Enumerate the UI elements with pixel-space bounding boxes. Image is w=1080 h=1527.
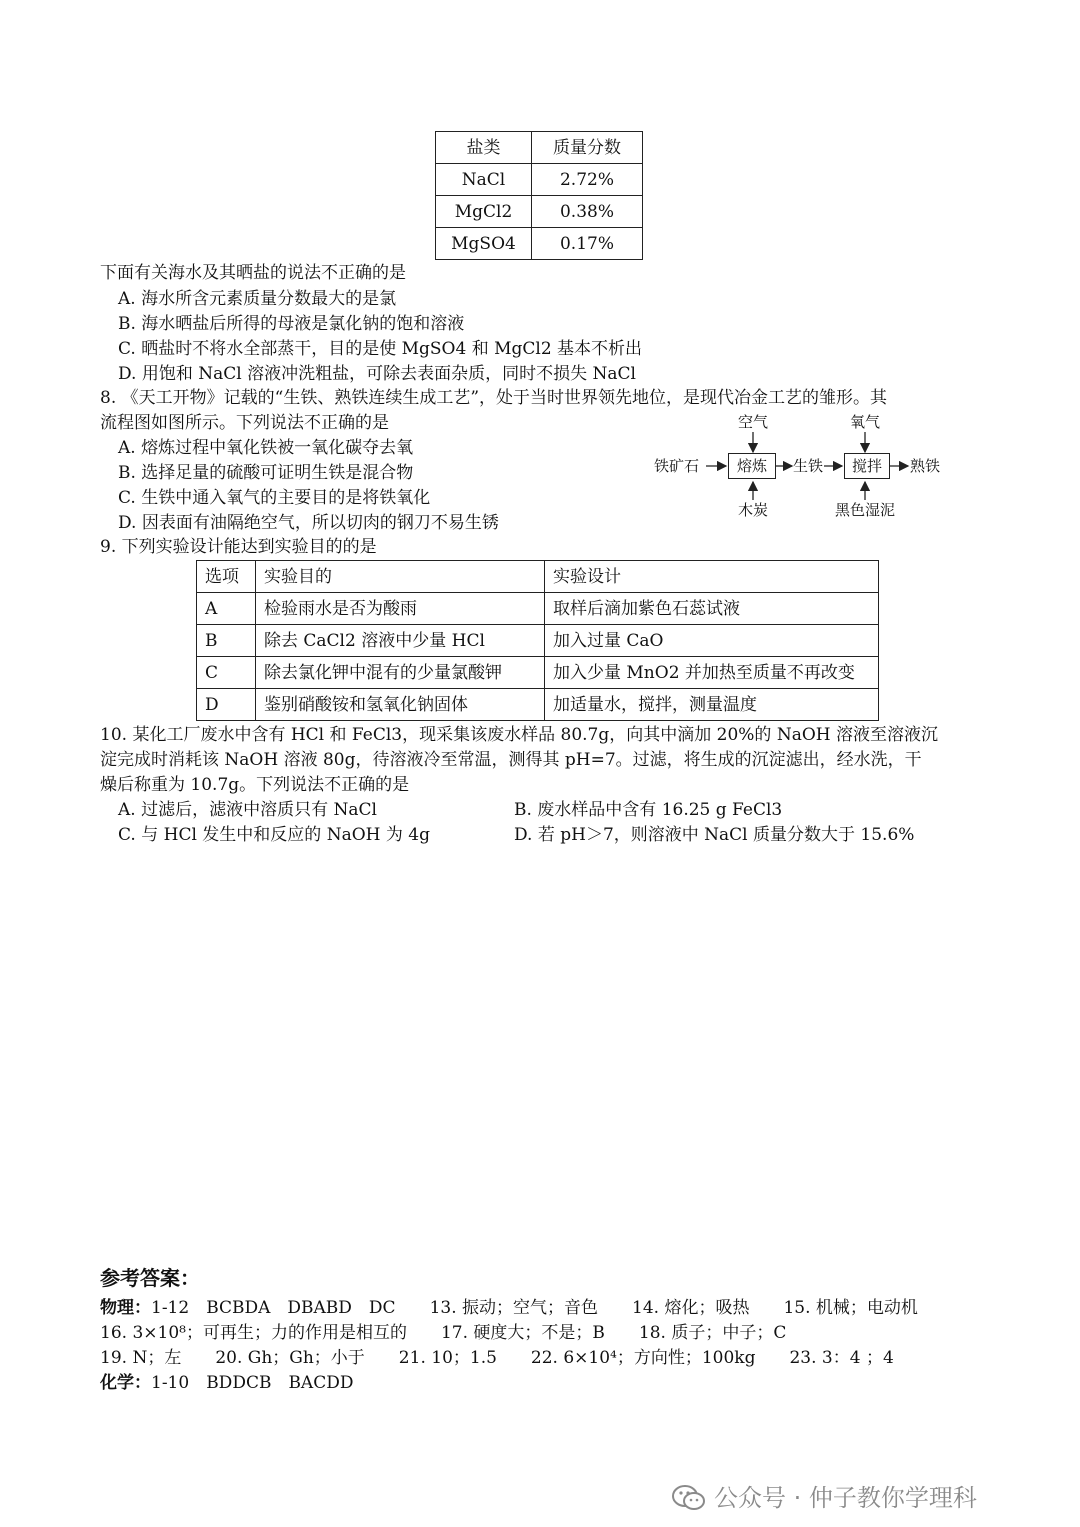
q10-option-c: C. 与 HCl 发生中和反应的 NaOH 为 4g bbox=[118, 825, 430, 845]
q10-stem-line1: 10. 某化工厂废水中含有 HCl 和 FeCl3，现采集该废水样品 80.7g，向其中滴加 20%的 NaOH 溶液至溶液沉 bbox=[100, 725, 939, 745]
table-row bbox=[436, 228, 643, 260]
q9-stem: 9. 下列实验设计能达到实验目的的是 bbox=[100, 537, 377, 557]
q8-stem-line2: 流程图如图所示。下列说法不正确的是 bbox=[100, 413, 389, 433]
chemistry-label: 化学： bbox=[100, 1373, 151, 1393]
table-header-cell: 选项 bbox=[197, 561, 256, 593]
table-cell: 鉴别硝酸铵和氢氧化钠固体 bbox=[256, 689, 545, 721]
q7-option-c: C. 晒盐时不将水全部蒸干，目的是使 MgSO4 和 MgCl2 基本不析出 bbox=[118, 339, 643, 359]
answers-physics-line3: 19. N；左 20. Gh；Gh；小于 21. 10；1.5 22. 6×10⁴；方向性；100kg 23. 3：4 ；4 bbox=[100, 1348, 894, 1368]
q7-option-b: B. 海水晒盐后所得的母液是氯化钠的饱和溶液 bbox=[118, 314, 465, 334]
q10-option-d: D. 若 pH＞7，则溶液中 NaCl 质量分数大于 15.6% bbox=[514, 825, 915, 845]
q10-option-b: B. 废水样品中含有 16.25 g FeCl3 bbox=[514, 800, 783, 820]
answers-physics-line2: 16. 3×10⁸；可再生；力的作用是相互的 17. 硬度大；不是；B 18. 质子；中子；C bbox=[100, 1323, 787, 1343]
flow-box-smelt: 熔炼 bbox=[728, 453, 776, 479]
watermark-text: 公众号 · 仲子教你学理科 bbox=[714, 1484, 977, 1512]
table-cell: MgCl2 bbox=[436, 196, 532, 228]
table-cell: D bbox=[197, 689, 256, 721]
table-header-cell: 实验设计 bbox=[545, 561, 879, 593]
q7-option-a: A. 海水所含元素质量分数最大的是氯 bbox=[118, 289, 397, 309]
table-cell: 除去 CaCl2 溶液中少量 HCl bbox=[256, 625, 545, 657]
q10-option-a: A. 过滤后，滤液中溶质只有 NaCl bbox=[118, 800, 377, 820]
table-header-row bbox=[197, 561, 879, 593]
table-cell: 加适量水，搅拌，测量温度 bbox=[545, 689, 879, 721]
table-cell: A bbox=[197, 593, 256, 625]
table-row bbox=[197, 593, 879, 625]
flow-label-charcoal: 木炭 bbox=[738, 501, 769, 519]
table-cell: 除去氯化钾中混有的少量氯酸钾 bbox=[256, 657, 545, 689]
iron-process-flow-diagram bbox=[650, 410, 950, 520]
q8-option-a: A. 熔炼过程中氧化铁被一氧化碳夺去氧 bbox=[118, 438, 414, 458]
table-cell: NaCl bbox=[436, 164, 532, 196]
flow-box-stir: 搅拌 bbox=[844, 453, 890, 479]
table-row bbox=[197, 657, 879, 689]
table-row bbox=[197, 689, 879, 721]
q8-option-b: B. 选择足量的硫酸可证明生铁是混合物 bbox=[118, 463, 414, 483]
q10-stem-line3: 燥后称重为 10.7g。下列说法不正确的是 bbox=[100, 775, 410, 795]
q8-option-c: C. 生铁中通入氧气的主要目的是将铁氧化 bbox=[118, 488, 431, 508]
flow-label-oxygen: 氧气 bbox=[850, 413, 881, 431]
answers-physics-line1 bbox=[100, 1296, 918, 1320]
table-header-row bbox=[436, 132, 643, 164]
table-cell: C bbox=[197, 657, 256, 689]
table-cell: MgSO4 bbox=[436, 228, 532, 260]
table-cell: B bbox=[197, 625, 256, 657]
flow-label-air: 空气 bbox=[738, 413, 769, 431]
physics-answers-1: 1-12 BCBDA DBABD DC 13. 振动；空气；音色 14. 熔化；吸热 15. 机械；电动机 bbox=[151, 1298, 918, 1318]
watermark bbox=[672, 1478, 977, 1518]
flow-label-ore: 铁矿石 bbox=[654, 457, 700, 475]
table-row bbox=[436, 164, 643, 196]
answers-title: 参考答案： bbox=[100, 1266, 200, 1290]
q8-stem-line1: 8. 《天工开物》记载的“生铁、熟铁连续生成工艺”，处于当时世界领先地位，是现代冶金工艺的雏形。其 bbox=[100, 388, 888, 408]
table-header-cell: 盐类 bbox=[436, 132, 532, 164]
q7-stem: 下面有关海水及其晒盐的说法不正确的是 bbox=[100, 263, 406, 283]
table-cell: 0.38% bbox=[532, 196, 643, 228]
table-cell: 取样后滴加紫色石蕊试液 bbox=[545, 593, 879, 625]
table-header-cell: 质量分数 bbox=[532, 132, 643, 164]
wechat-icon bbox=[672, 1484, 706, 1512]
flow-label-mud: 黑色湿泥 bbox=[835, 501, 896, 519]
physics-label: 物理： bbox=[100, 1298, 151, 1318]
salt-composition-table bbox=[435, 131, 643, 260]
answers-chemistry-line bbox=[100, 1371, 353, 1395]
chemistry-answers: 1-10 BDDCB BACDD bbox=[151, 1373, 354, 1393]
table-row bbox=[436, 196, 643, 228]
table-cell: 2.72% bbox=[532, 164, 643, 196]
table-cell: 加入少量 MnO2 并加热至质量不再改变 bbox=[545, 657, 879, 689]
table-cell: 加入过量 CaO bbox=[545, 625, 879, 657]
table-row bbox=[197, 625, 879, 657]
flow-label-pig-iron: 生铁 bbox=[793, 457, 824, 475]
q8-option-d: D. 因表面有油隔绝空气，所以切肉的钢刀不易生锈 bbox=[118, 513, 499, 533]
experiment-design-table bbox=[196, 560, 879, 721]
flow-label-wrought-iron: 熟铁 bbox=[910, 457, 941, 475]
table-cell: 检验雨水是否为酸雨 bbox=[256, 593, 545, 625]
q7-option-d: D. 用饱和 NaCl 溶液冲洗粗盐，可除去表面杂质，同时不损失 NaCl bbox=[118, 364, 636, 384]
q10-stem-line2: 淀完成时消耗该 NaOH 溶液 80g，待溶液冷至常温，测得其 pH=7。过滤，将生成的沉淀滤出，经水洗，干 bbox=[100, 750, 922, 770]
table-header-cell: 实验目的 bbox=[256, 561, 545, 593]
table-cell: 0.17% bbox=[532, 228, 643, 260]
